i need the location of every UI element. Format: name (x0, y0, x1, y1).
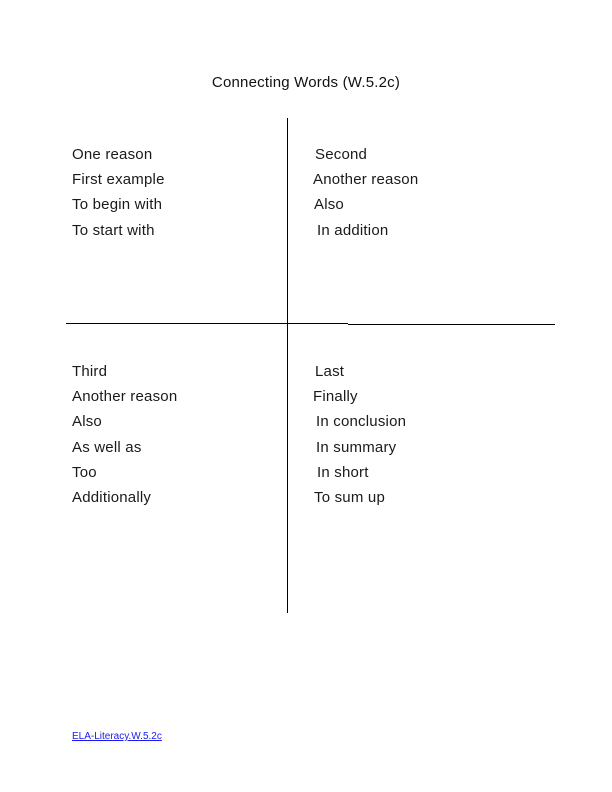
list-item: First example (72, 171, 165, 189)
quadrant-top-right (314, 142, 418, 243)
horizontal-divider-left (66, 323, 348, 324)
horizontal-divider-right (348, 324, 555, 325)
list-item: In short (317, 463, 369, 481)
list-item: One reason (72, 146, 153, 163)
quadrant-top-left (72, 142, 165, 243)
list-item: Another reason (72, 388, 178, 406)
list-item: To start with (72, 221, 155, 239)
list-item: Also (72, 413, 102, 431)
list-item: In addition (317, 221, 389, 239)
list-item: Last (315, 363, 345, 380)
vertical-divider (287, 118, 288, 613)
standard-link[interactable]: ELA-Literacy.W.5.2c (72, 731, 162, 742)
list-item: Finally (313, 388, 358, 406)
list-item: In conclusion (316, 413, 407, 431)
list-item: Additionally (72, 489, 152, 507)
quadrant-bottom-right (314, 359, 406, 510)
list-item: Another reason (313, 171, 419, 189)
quadrant-bottom-left (72, 359, 177, 510)
list-item: To begin with (72, 196, 163, 214)
list-item: To sum up (314, 489, 385, 507)
list-item: As well as (72, 438, 142, 456)
list-item: In summary (316, 438, 397, 456)
list-item: Too (72, 463, 97, 481)
list-item: Third (72, 363, 108, 380)
page-title: Connecting Words (W.5.2c) (211, 74, 401, 91)
list-item: Second (315, 146, 368, 163)
list-item: Also (314, 196, 344, 214)
